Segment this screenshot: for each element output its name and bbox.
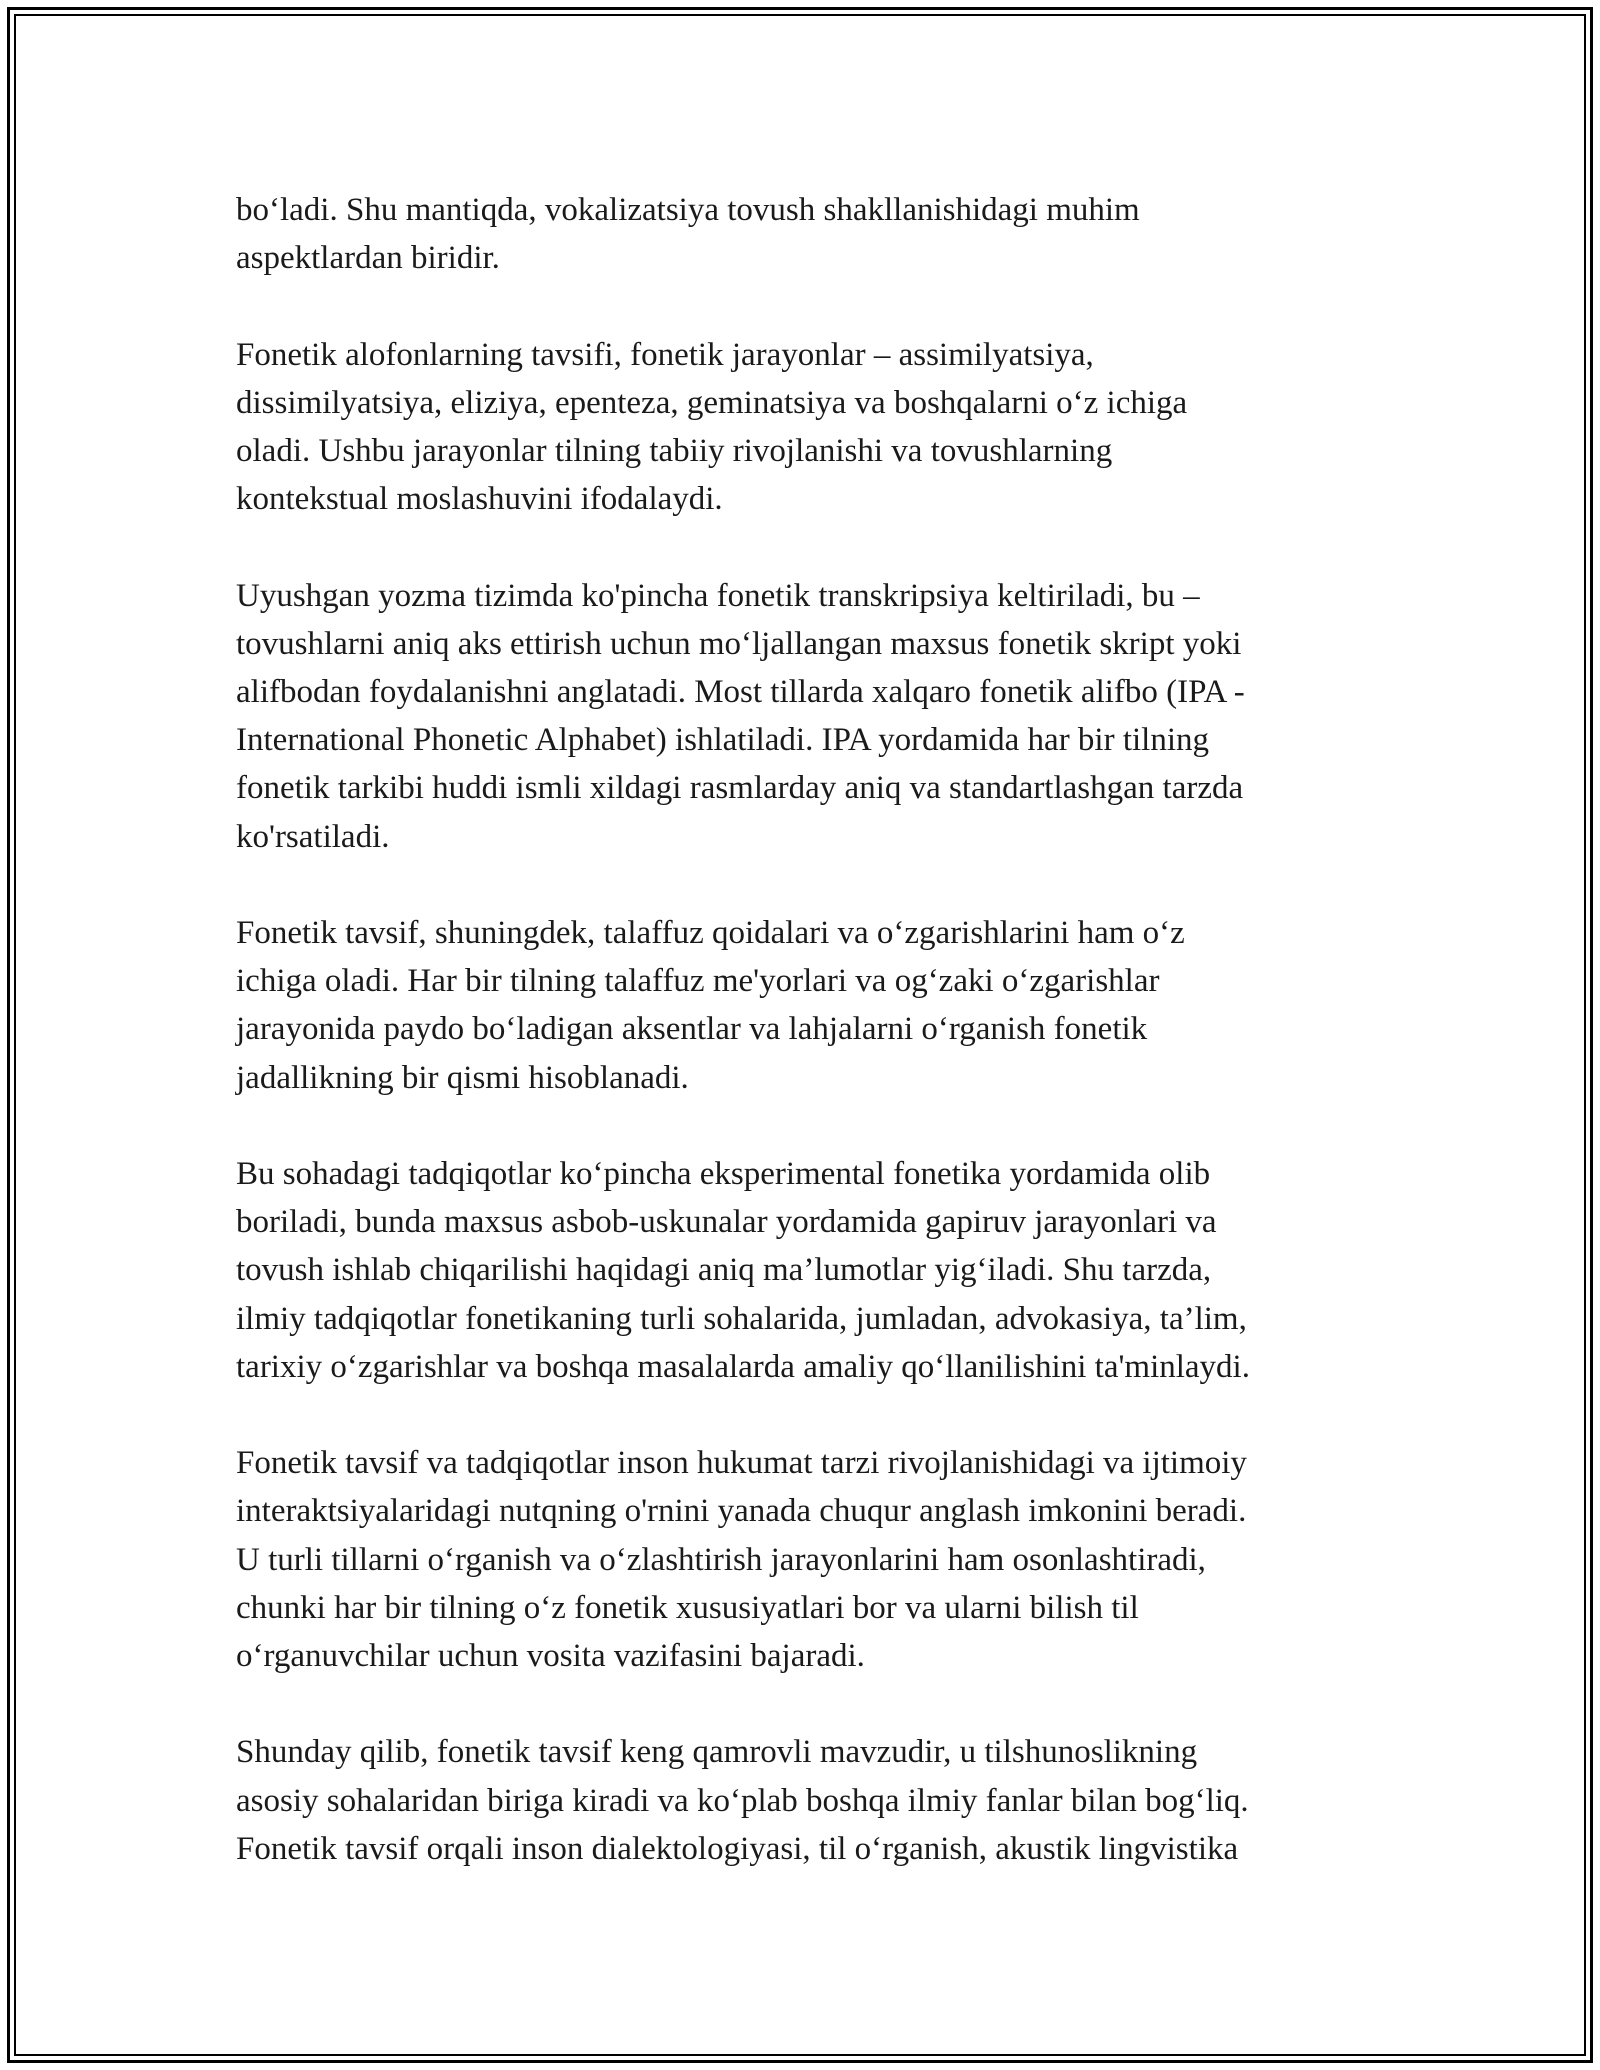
text-line: Fonetik alofonlarning tavsifi, fonetik jarayonlar – assimilyatsiya, bbox=[236, 336, 1094, 373]
text-line: bo‘ladi. Shu mantiqda, vokalizatsiya tovush shakllanishidagi muhim bbox=[236, 192, 1140, 228]
paragraph bbox=[236, 572, 1368, 861]
text-line: interaktsiyalaridagi nutqning o'rnini yanada chuqur anglash imkonini beradi. bbox=[236, 1493, 1247, 1530]
text-line: International Phonetic Alphabet) ishlatiladi. IPA yordamida har bir tilning bbox=[236, 722, 1210, 759]
text-line: asosiy sohalaridan biriga kiradi va ko‘plab boshqa ilmiy fanlar bilan bog‘liq. bbox=[236, 1782, 1249, 1819]
text-line: ko'rsatiladi. bbox=[236, 818, 390, 855]
text-line: Fonetik tavsif orqali inson dialektologiyasi, til o‘rganish, akustik lingvistika bbox=[236, 1830, 1239, 1867]
text-line: Uyushgan yozma tizimda ko'pincha fonetik transkripsiya keltiriladi, bu – bbox=[236, 577, 1200, 614]
paragraph bbox=[236, 1150, 1368, 1391]
text-line: Fonetik tavsif va tadqiqotlar inson hukumat tarzi rivojlanishidagi va ijtimoiy bbox=[236, 1445, 1247, 1482]
text-line: tovushlarni aniq aks ettirish uchun mo‘ljallangan maxsus fonetik skript yoki bbox=[236, 625, 1242, 662]
text-line: ilmiy tadqiqotlar fonetikaning turli sohalarida, jumladan, advokasiya, ta’lim, bbox=[236, 1300, 1247, 1337]
paragraph bbox=[236, 331, 1368, 524]
text-line: Shunday qilib, fonetik tavsif keng qamrovli mavzudir, u tilshunoslikning bbox=[236, 1734, 1198, 1771]
text-line: jarayonida paydo bo‘ladigan aksentlar va lahjalarni o‘rganish fonetik bbox=[236, 1011, 1148, 1048]
paragraph bbox=[236, 1728, 1368, 1873]
text-line: dissimilyatsiya, eliziya, epenteza, geminatsiya va boshqalarni o‘z ichiga bbox=[236, 384, 1188, 421]
text-line: o‘rganuvchilar uchun vosita vazifasini bajaradi. bbox=[236, 1638, 865, 1675]
text-line: kontekstual moslashuvini ifodalaydi. bbox=[236, 481, 723, 518]
paragraph bbox=[236, 186, 1368, 282]
document-body bbox=[236, 186, 1368, 1921]
text-line: U turli tillarni o‘rganish va o‘zlashtirish jarayonlarini ham osonlashtiradi, bbox=[236, 1541, 1206, 1578]
text-line: boriladi, bunda maxsus asbob-uskunalar yordamida gapiruv jarayonlari va bbox=[236, 1204, 1217, 1241]
text-line: Fonetik tavsif, shuningdek, talaffuz qoidalari va o‘zgarishlarini ham o‘z bbox=[236, 915, 1185, 951]
text-line: aspektlardan biridir. bbox=[236, 240, 500, 277]
text-line: fonetik tarkibi huddi ismli xildagi rasmlarday aniq va standartlashgan tarzda bbox=[236, 770, 1244, 807]
text-line: oladi. Ushbu jarayonlar tilning tabiiy rivojlanishi va tovushlarning bbox=[236, 433, 1113, 469]
text-line: ichiga oladi. Har bir tilning talaffuz me'yorlari va og‘zaki o‘zgarishlar bbox=[236, 963, 1160, 1000]
text-line: alifbodan foydalanishni anglatadi. Most tillarda xalqaro fonetik alifbo (IPA - bbox=[236, 674, 1245, 710]
paragraph bbox=[236, 909, 1368, 1102]
text-line: chunki har bir tilning o‘z fonetik xususiyatlari bor va ularni bilish til bbox=[236, 1589, 1139, 1626]
paragraph bbox=[236, 1439, 1368, 1680]
text-line: tarixiy o‘zgarishlar va boshqa masalalarda amaliy qo‘llanilishini ta'minlaydi. bbox=[236, 1348, 1250, 1385]
text-line: jadallikning bir qismi hisoblanadi. bbox=[236, 1059, 689, 1096]
text-line: Bu sohadagi tadqiqotlar ko‘pincha eksperimental fonetika yordamida olib bbox=[236, 1156, 1211, 1192]
text-line: tovush ishlab chiqarilishi haqidagi aniq ma’lumotlar yig‘iladi. Shu tarzda, bbox=[236, 1252, 1212, 1289]
